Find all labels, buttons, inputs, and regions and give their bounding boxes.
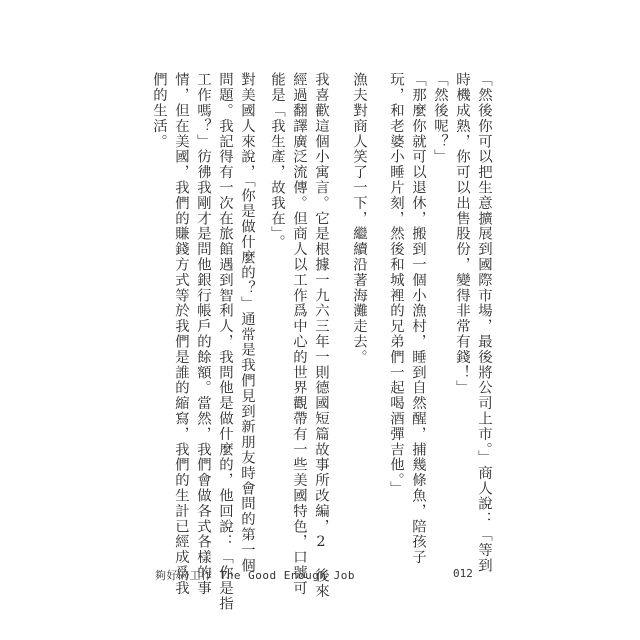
page-number: 012 (453, 567, 473, 580)
text-column: 對美國人來說，「你是做什麼的？」通常是我們見到新朋友時會問的第一個 (239, 72, 255, 573)
text-column: 工作嗎？」彷彿我剛才是問他銀行帳戶的餘額。當然，我們會做各式各樣的事 (195, 72, 211, 596)
text-column: 情，但在美國，我們的賺錢方式等於我們是誰的縮寫，我們的生計已經成爲我 (173, 72, 189, 596)
text-column: 我喜歡這個小寓言。它是根據一九六三年一則德國短篇故事所改編，2 後來 (313, 72, 329, 599)
text-column: 問題。我記得有一次在旅館遇到智利人，我問他是做什麼的，他回說：「你是指 (217, 72, 233, 611)
running-footer-title: 夠好的工作 The Good Enough Job (155, 569, 355, 582)
text-column: 玩，和老婆小睡片刻，然後和城裡的兄弟們一起喝酒彈吉他。」 (388, 72, 404, 496)
text-column: 們的生活。 (151, 72, 167, 149)
text-column: 「那麼你就可以退休，搬到一個小漁村，睡到自然醒，捕幾條魚，陪孩子 (410, 72, 426, 565)
text-column: 經過翻譯廣泛流傳。但商人以工作爲中心的世界觀帶有一些美國特色，口號可 (291, 72, 307, 596)
text-column: 能是「我生產，故我在」。 (269, 72, 285, 250)
text-column: 「然後呢？」 (432, 72, 448, 165)
text-column: 漁夫對商人笑了一下，繼續沿著海灘走去。 (351, 72, 367, 365)
text-column: 時機成熟，你可以出售股份，變得非常有錢！」 (454, 72, 470, 396)
text-column: 「然後你可以把生意擴展到國際市場，最後將公司上市。」商人說：「等到 (476, 72, 492, 573)
